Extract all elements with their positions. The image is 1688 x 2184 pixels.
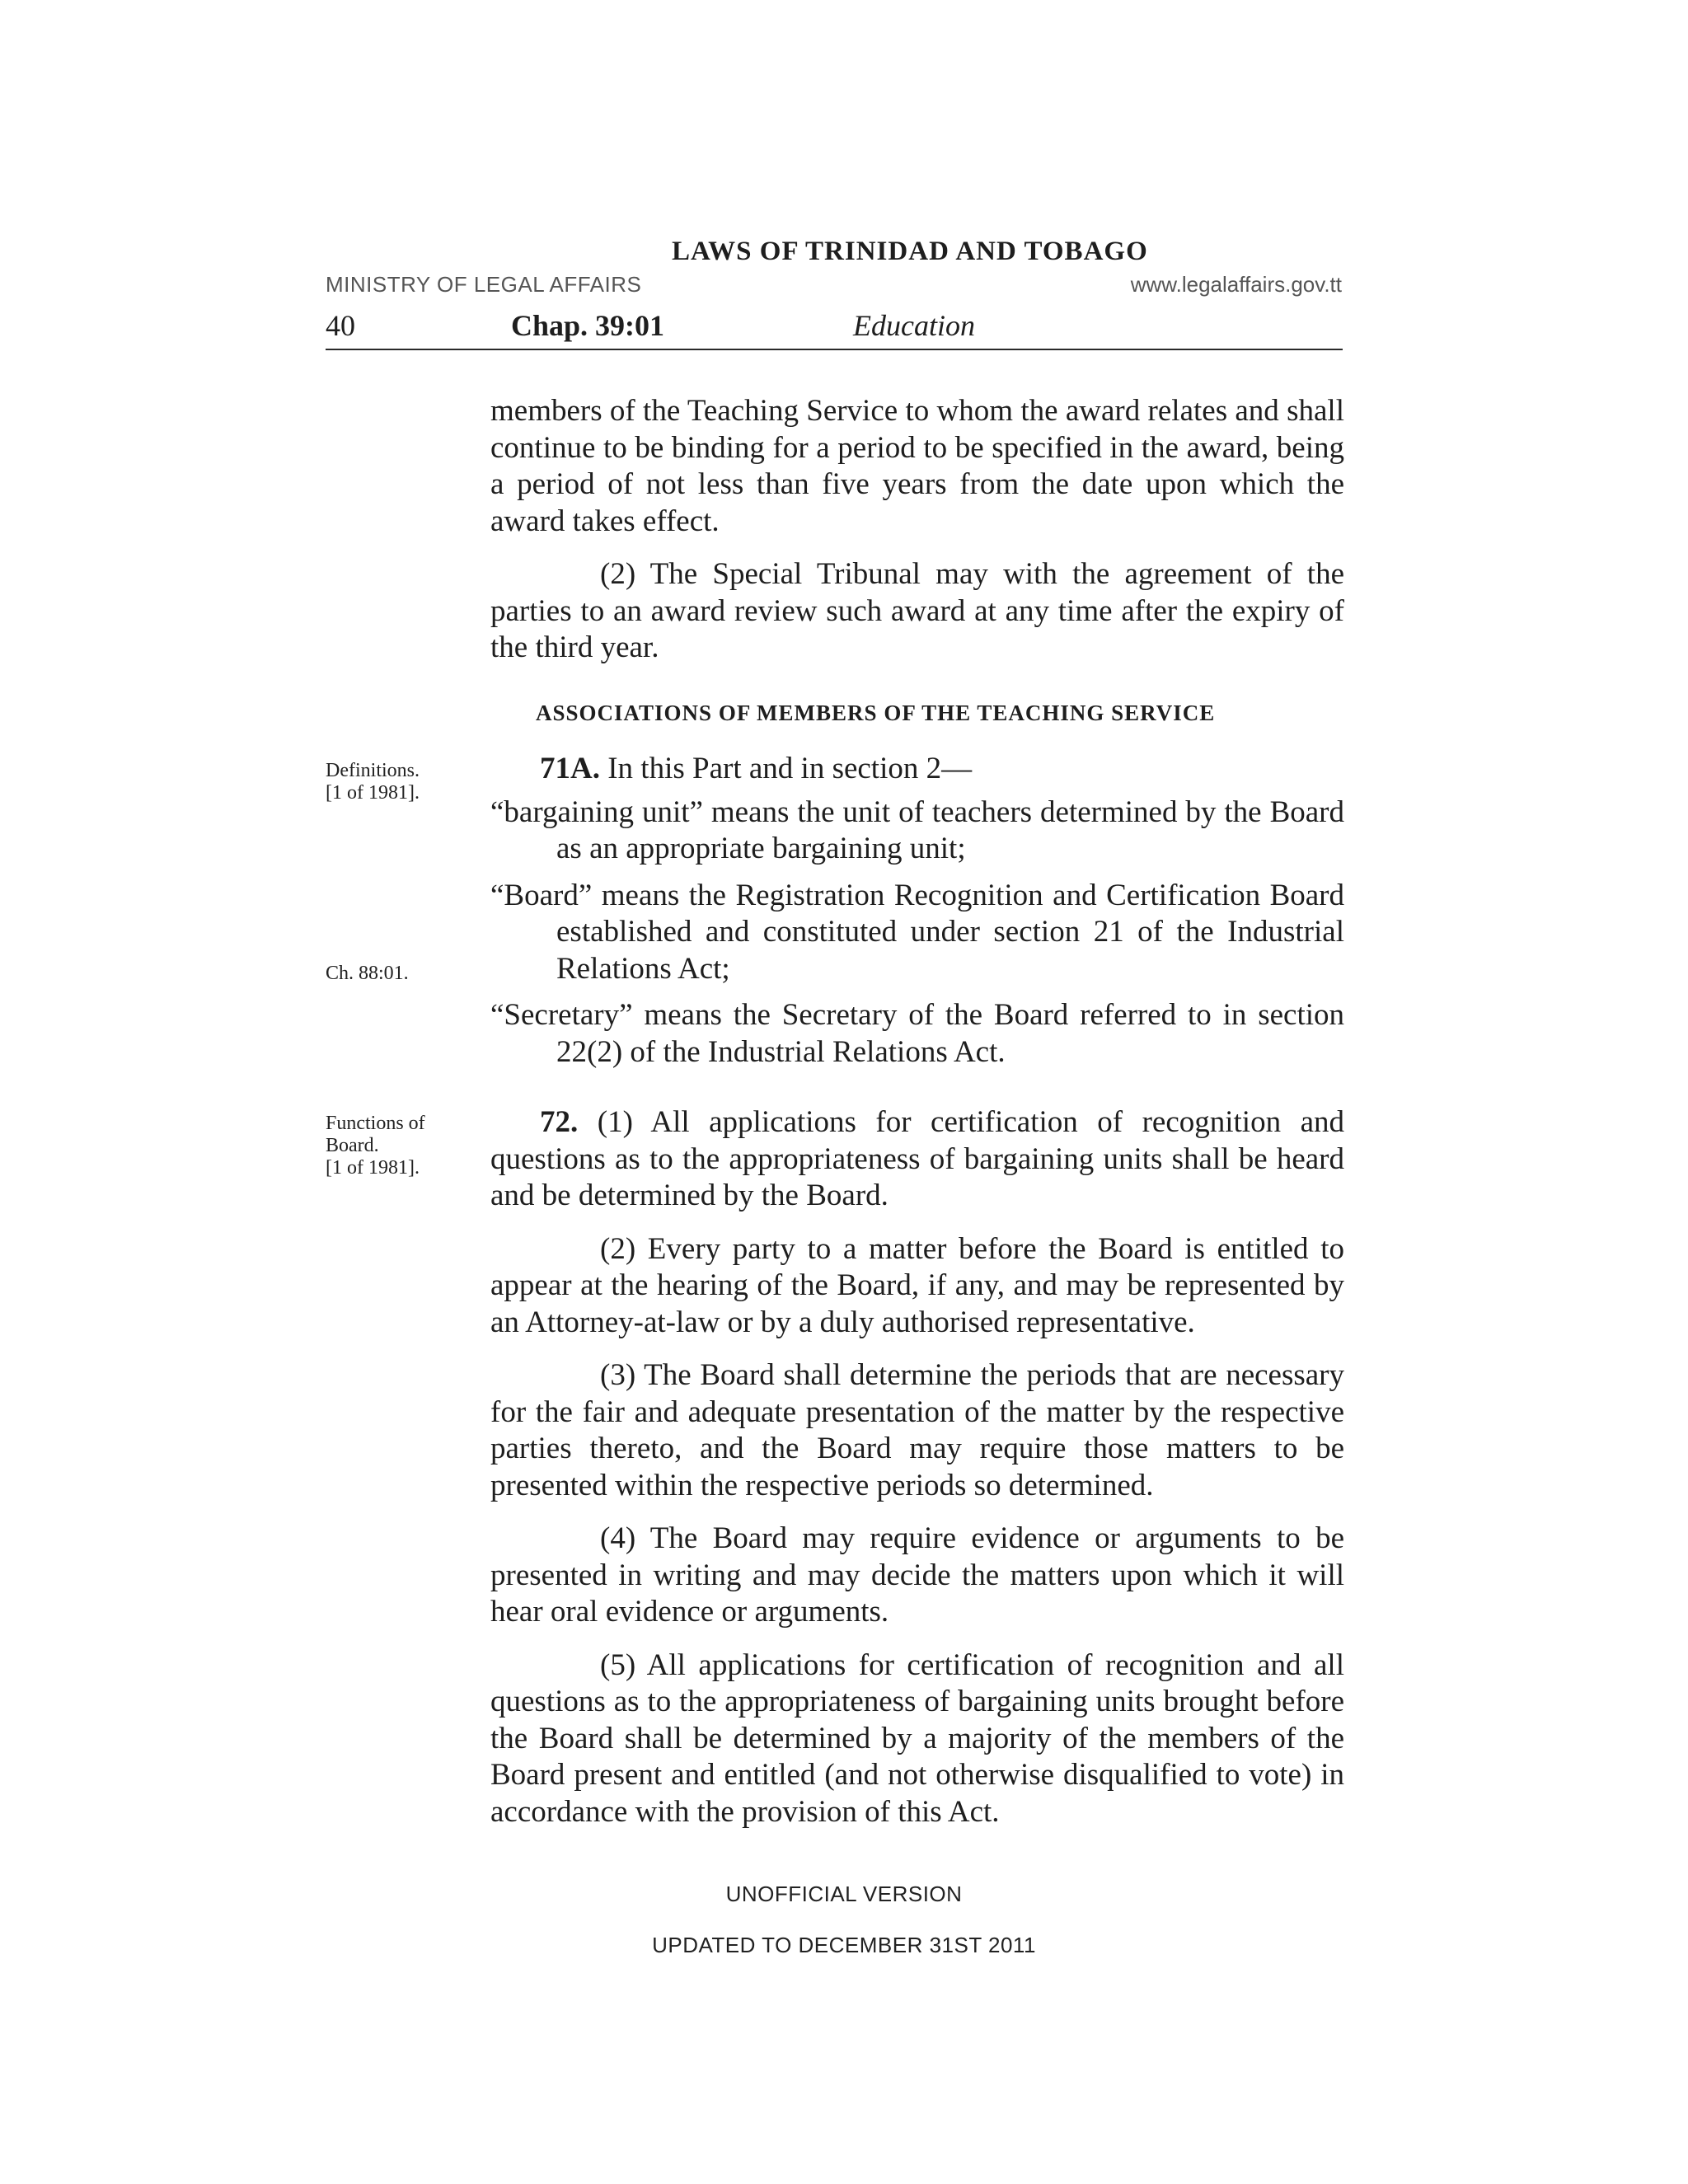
chapter-label: Chap. 39:01 (511, 309, 665, 342)
margin-note-ref: [1 of 1981]. (326, 1157, 420, 1179)
header-website: www.legalaffairs.gov.tt (1130, 272, 1342, 297)
section-71a-intro (490, 751, 1344, 788)
definition-secretary: “Secretary” means the Secretary of the Board referred to in section 22(2) of the Industrial Relations Act. (490, 998, 1344, 1069)
footer-unofficial: UNOFFICIAL VERSION (725, 1882, 963, 1906)
section-number: 72. (540, 1105, 579, 1139)
section-72 (490, 1104, 1344, 1830)
header-ministry: MINISTRY OF LEGAL AFFAIRS (326, 272, 642, 297)
header-divider (326, 349, 1343, 350)
margin-note-72 (326, 1113, 425, 1179)
subsection-text: (1) All applications for certification of recognition and questions as to the appropriateness of bargaining units shall be heard and be determined by the Board. (490, 1105, 1344, 1212)
section-intro-text: In this Part and in section 2— (607, 752, 973, 785)
definition-board: “Board” means the Registration Recognition and Certification Board established and constituted under section 21 of the Industrial Relations Act; (490, 878, 1344, 986)
section-72-subsection-4: (4) The Board may require evidence or arguments to be presented in writing and may decide the matters upon which it will hear oral evidence or arguments. (490, 1521, 1344, 1629)
page-number: 40 (326, 309, 355, 342)
running-header (326, 308, 1343, 348)
margin-note-title: Definitions. (326, 760, 420, 781)
header-title-text: LAWS OF TRINIDAD AND TOBAGO (672, 237, 1148, 266)
section-number: 71A. (540, 752, 600, 785)
footer-updated: UPDATED TO DECEMBER 31ST 2011 (652, 1933, 1036, 1957)
margin-note-title: Functions of (326, 1113, 425, 1134)
margin-note-71a (326, 760, 420, 804)
continuation-block (490, 393, 1344, 667)
section-72-subsection-2: (2) Every party to a matter before the Board is entitled to appear at the hearing of the Board, if any, and may be represented by an Attorney-at-law or by a duly authorised representative. (490, 1231, 1344, 1339)
section-72-subsection-3: (3) The Board shall determine the periods that are necessary for the fair and adequate presentation of the matter by the respective parties thereto, and the Board may require those matters to be presented within the respective periods so determined. (490, 1358, 1344, 1502)
continuation-paragraph: members of the Teaching Service to whom the award relates and shall continue to be binding for a period to be specified in the award, being a period of not less than five years from the date upon which the award takes effect. (490, 394, 1344, 538)
definition-bargaining-unit: “bargaining unit” means the unit of teachers determined by the Board as an appropriate bargaining unit; (490, 794, 1344, 865)
section-72-subsection-1 (490, 1104, 1344, 1215)
part-heading: ASSOCIATIONS OF MEMBERS OF THE TEACHING SERVICE (536, 701, 1216, 725)
subject-label: Education (853, 309, 975, 342)
section-72-subsection-5: (5) All applications for certification of recognition and all questions as to the appropriateness of bargaining units brought before the Board shall be determined by a majority of the members of the Board present and entitled (and not otherwise disqualified to vote) in accordance with the provision of this Act. (490, 1647, 1344, 1829)
margin-note-ref: [1 of 1981]. (326, 782, 420, 804)
margin-note-title: Board. (326, 1135, 379, 1156)
margin-note-ch-88-01: Ch. 88:01. (326, 963, 409, 984)
continuation-subsection-2: (2) The Special Tribunal may with the agreement of the parties to an award review such award at any time after the expiry of the third year. (490, 557, 1344, 664)
section-71a (490, 751, 1344, 1071)
